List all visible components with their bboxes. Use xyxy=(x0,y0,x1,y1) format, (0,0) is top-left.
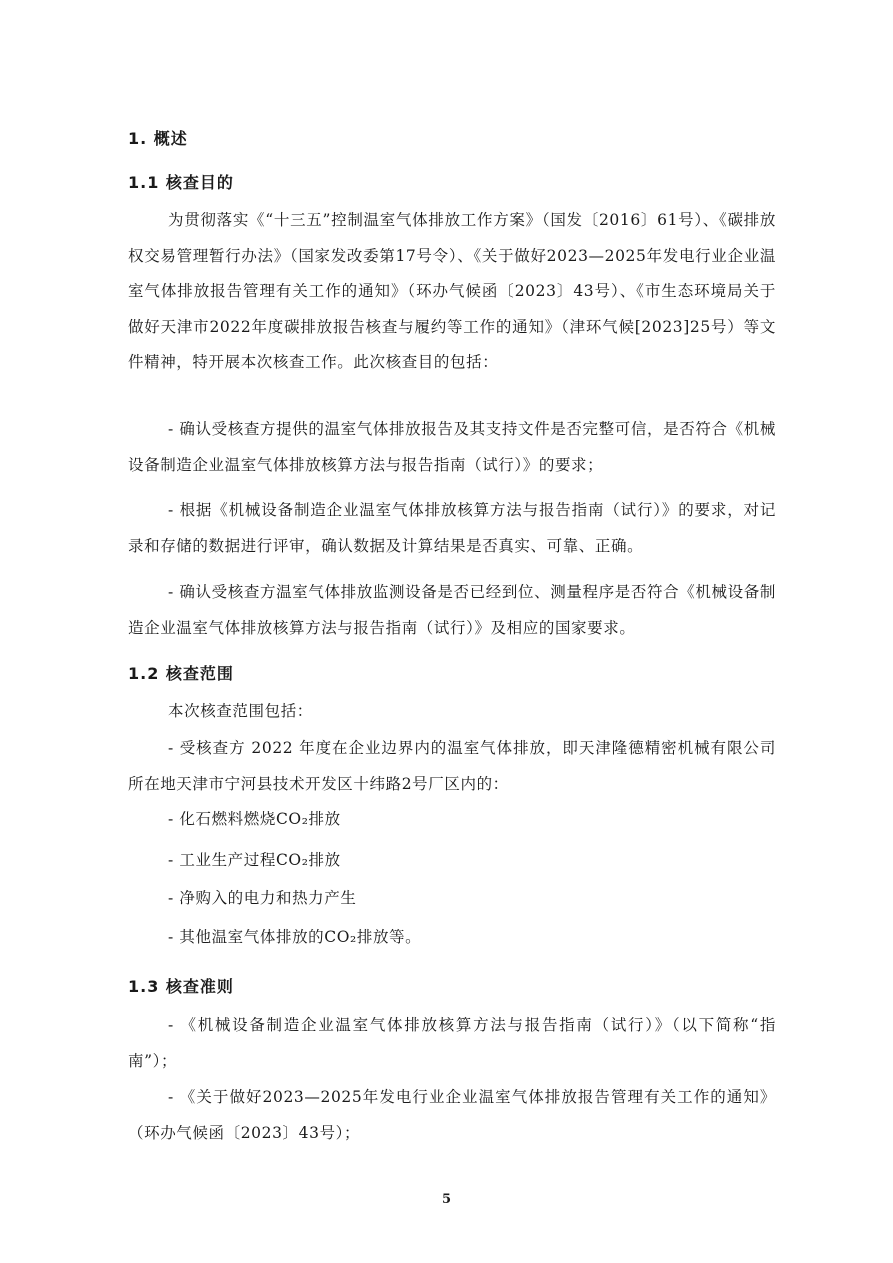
section-heading-overview: 1. 概述 xyxy=(128,129,188,148)
purpose-item-2: - 根据《机械设备制造企业温室气体排放核算方法与报告指南（试行）》的要求，对记录和存储的数据进行评审，确认数据及计算结果是否真实、可靠、正确。 xyxy=(128,501,776,555)
scope-item-2: - 工业生产过程CO₂排放 xyxy=(168,851,341,869)
section-heading-purpose: 1.1 核查目的 xyxy=(128,173,234,192)
section-heading-criteria: 1.3 核查准则 xyxy=(128,977,234,996)
scope-item-4: - 其他温室气体排放的CO₂排放等。 xyxy=(168,928,422,946)
scope-item-3: - 净购入的电力和热力产生 xyxy=(168,889,357,907)
criteria-item-2: - 《关于做好2023—2025年发电行业企业温室气体排放报告管理有关工作的通知》（环办气候函〔2023〕43号）； xyxy=(128,1088,776,1142)
purpose-item-1: - 确认受核查方提供的温室气体排放报告及其支持文件是否完整可信，是否符合《机械设备制造企业温室气体排放核算方法与报告指南（试行）》的要求； xyxy=(128,420,776,474)
purpose-intro-paragraph: 为贯彻落实《“十三五”控制温室气体排放工作方案》（国发〔2016〕61号）、《碳排放权交易管理暂行办法》（国家发改委第17号令）、《关于做好2023—2025年发电行业企业温室气体排放报告管理有关工作的通知》（环办气候函〔2023〕43号）、《市生态环境局关于做好天津市2022年度碳排放报告核查与履约等工作的通知》（津环气候[2023]25号）等文件精神，特开展本次核查工作。此次核查目的包括： xyxy=(128,211,776,371)
criteria-item-1: - 《机械设备制造企业温室气体排放核算方法与报告指南（试行）》（以下简称“指南”）； xyxy=(128,1016,776,1070)
purpose-item-3: - 确认受核查方温室气体排放监测设备是否已经到位、测量程序是否符合《机械设备制造企业温室气体排放核算方法与报告指南（试行）》及相应的国家要求。 xyxy=(128,583,776,637)
scope-intro: 本次核查范围包括： xyxy=(168,702,313,720)
page-number: 5 xyxy=(441,1192,452,1207)
section-heading-scope: 1.2 核查范围 xyxy=(128,664,234,683)
scope-item-1: - 化石燃料燃烧CO₂排放 xyxy=(168,810,341,828)
scope-boundary-paragraph: - 受核查方 2022 年度在企业边界内的温室气体排放，即天津隆德精密机械有限公司所在地天津市宁河县技术开发区十纬路2号厂区内的： xyxy=(128,739,776,793)
